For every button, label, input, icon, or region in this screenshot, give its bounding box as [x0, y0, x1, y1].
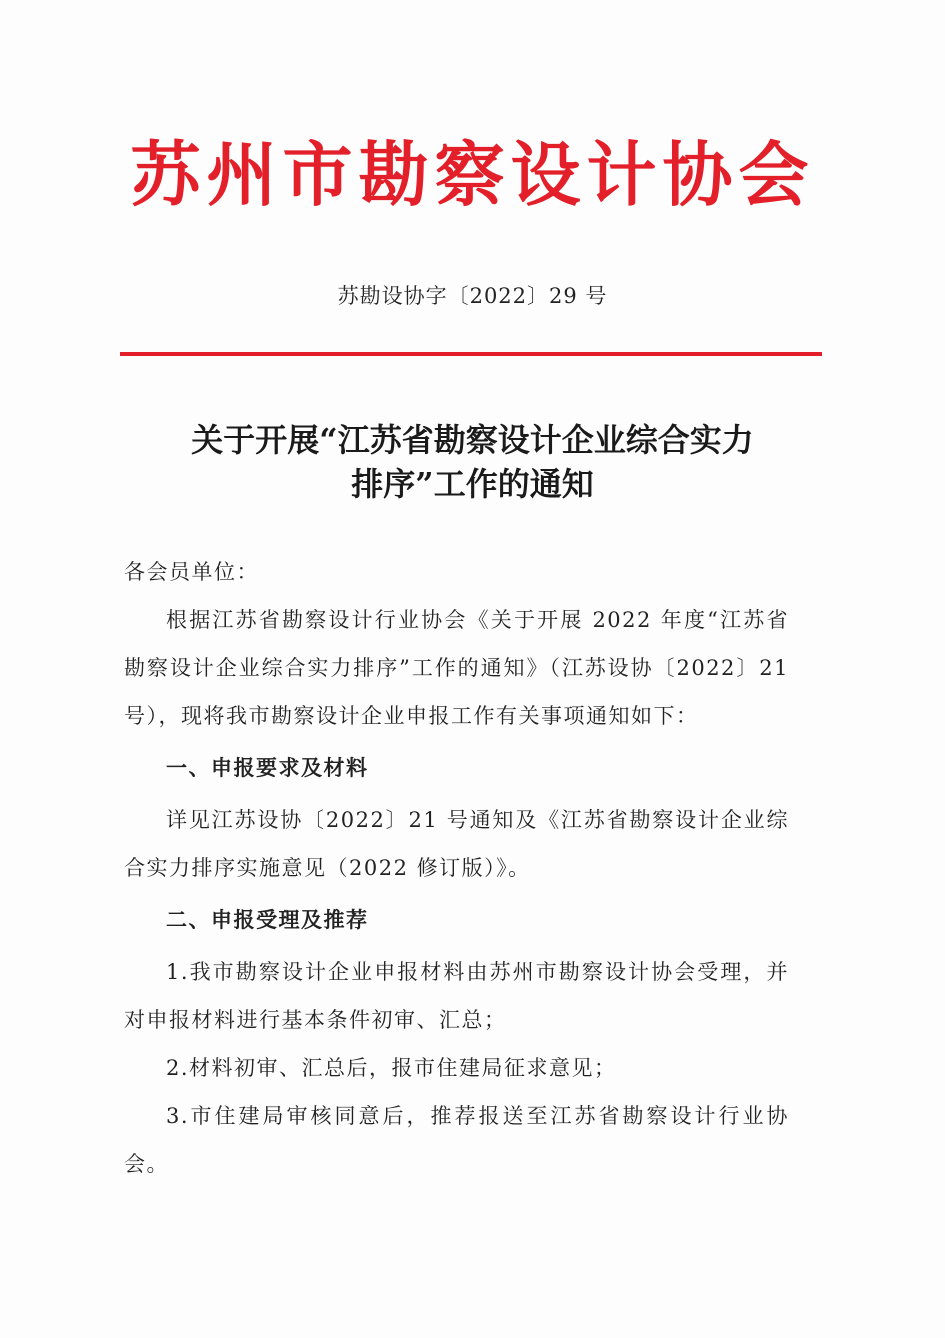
title-line-2: 排序”工作的通知	[351, 465, 594, 503]
title-line-1: 关于开展“江苏省勘察设计企业综合实力	[191, 421, 754, 459]
section-2-item-1: 1.我市勘察设计企业申报材料由苏州市勘察设计协会受理，并对申报材料进行基本条件初审、汇总；	[124, 960, 789, 1032]
section-2-item-3: 3.市住建局审核同意后，推荐报送至江苏省勘察设计行业协会。	[124, 1104, 789, 1176]
organization-header: 苏州市勘察设计协会	[130, 133, 815, 216]
red-divider-line	[120, 352, 822, 356]
document-number: 苏勘设协字〔2022〕29 号	[337, 284, 608, 308]
intro-paragraph: 根据江苏省勘察设计行业协会《关于开展 2022 年度“江苏省勘察设计企业综合实力排序”工作的通知》（江苏设协〔2022〕21 号），现将我市勘察设计企业申报工作有关事项通知如下：	[124, 608, 789, 728]
section-1-paragraph: 详见江苏设协〔2022〕21 号通知及《江苏省勘察设计企业综合实力排序实施意见（2022 修订版）》。	[124, 808, 789, 880]
section-1-heading: 一、申报要求及材料	[166, 755, 369, 780]
section-2-item-2: 2.材料初审、汇总后，报市住建局征求意见；	[166, 1056, 617, 1080]
section-2-heading: 二、申报受理及推荐	[166, 907, 369, 932]
salutation: 各会员单位：	[124, 560, 259, 584]
document-title	[100, 418, 845, 506]
document-body	[124, 548, 789, 1188]
